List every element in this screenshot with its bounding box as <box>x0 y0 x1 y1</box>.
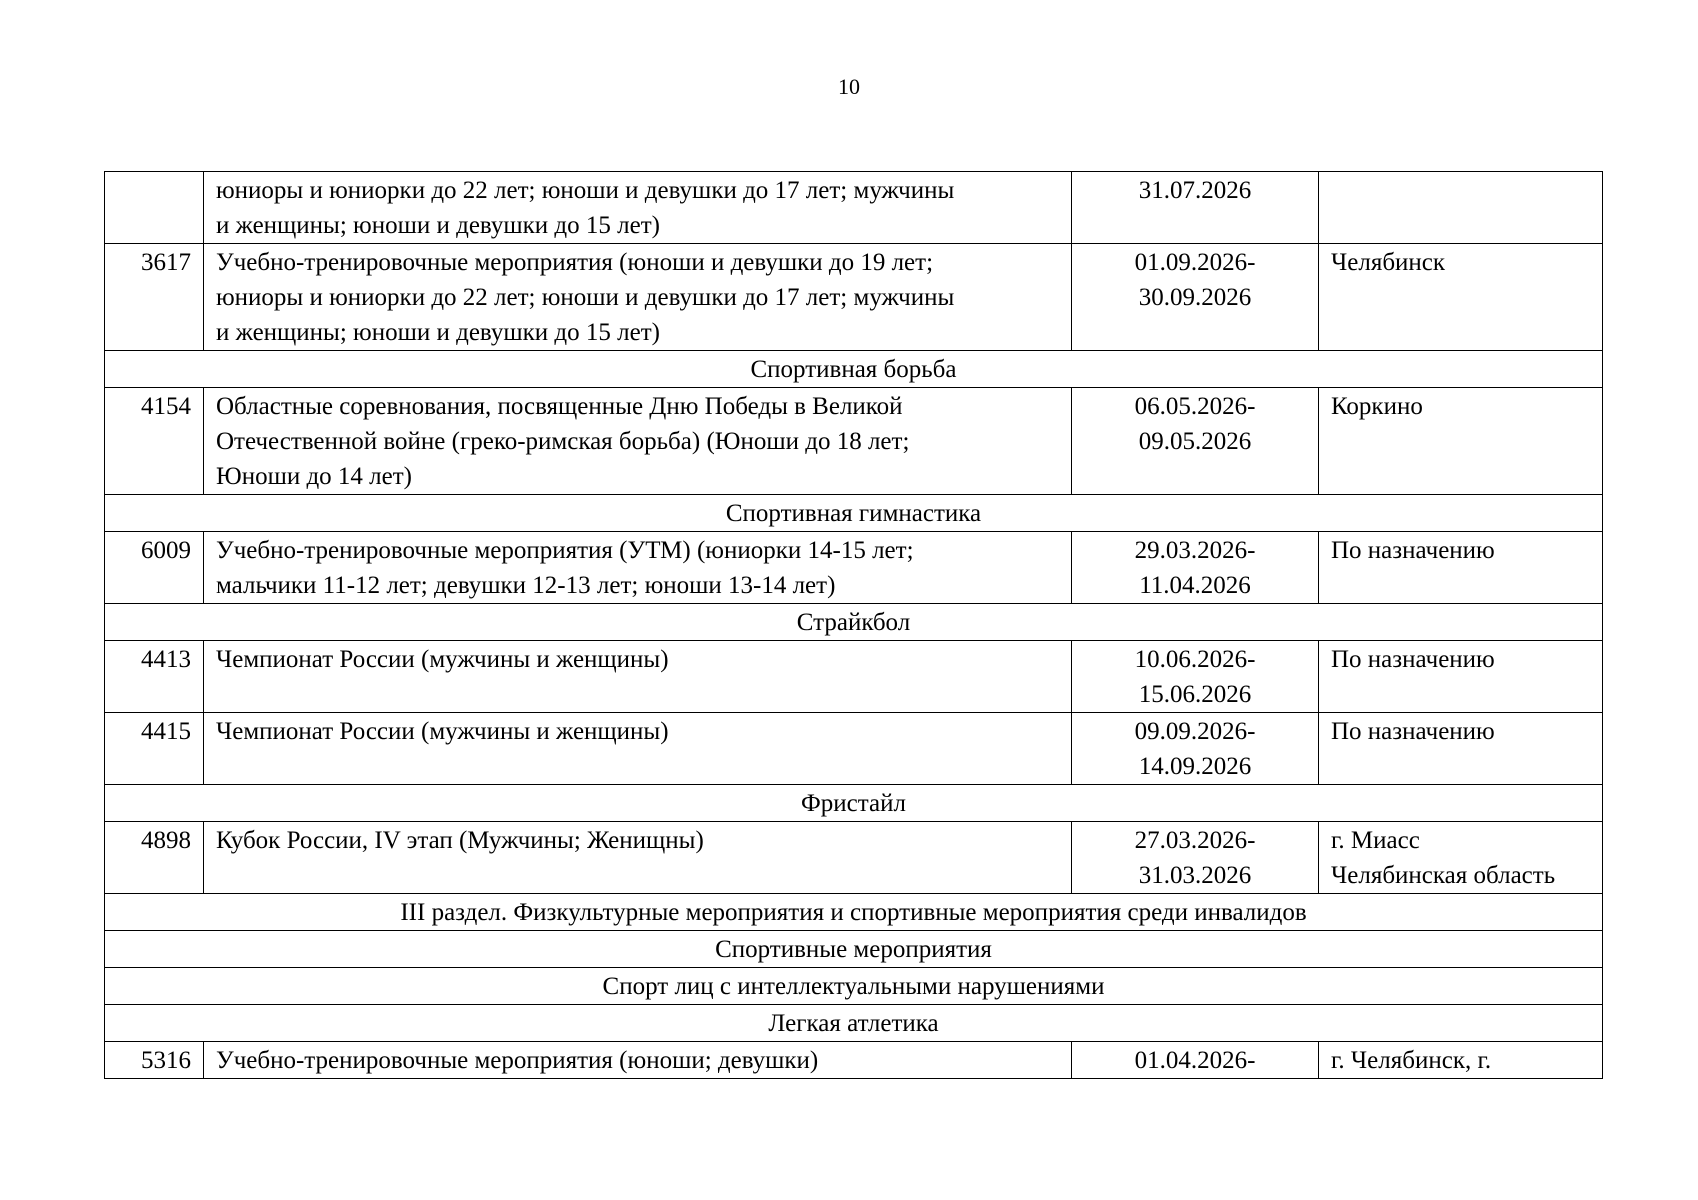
event-name-line: Юноши до 14 лет) <box>216 463 412 490</box>
event-name <box>204 641 1072 713</box>
event-name <box>204 532 1072 604</box>
event-place <box>1319 388 1603 495</box>
event-name-line: и женщины; юноши и девушки до 15 лет) <box>216 319 660 346</box>
event-date-line: 29.03.2026- <box>1134 537 1256 564</box>
event-dates <box>1072 388 1319 495</box>
table-row <box>105 822 1603 894</box>
section-header-row <box>105 495 1603 532</box>
section-title: Легкая атлетика <box>105 1005 1603 1042</box>
event-place-line: По назначению <box>1331 646 1495 673</box>
event-name-line: Чемпионат России (мужчины и женщины) <box>216 718 669 745</box>
event-place-line: г. Миасс <box>1331 827 1420 854</box>
table-row <box>105 172 1603 244</box>
section-header-row <box>105 931 1603 968</box>
event-place-line: Челябинская область <box>1331 862 1556 889</box>
events-table-body <box>105 172 1603 1079</box>
event-date-line: 27.03.2026- <box>1134 827 1256 854</box>
event-number: 4413 <box>105 641 204 713</box>
event-name-line: и женщины; юноши и девушки до 15 лет) <box>216 212 660 239</box>
event-place <box>1319 532 1603 604</box>
event-date-line: 01.04.2026- <box>1134 1047 1256 1074</box>
events-table <box>104 171 1603 1079</box>
event-number <box>105 172 204 244</box>
event-name-line: Отечественной войне (греко-римская борьба) (Юноши до 18 лет; <box>216 428 910 455</box>
event-name-line: Кубок России, IV этап (Мужчины; Женищны) <box>216 827 704 854</box>
event-name-line: мальчики 11-12 лет; девушки 12-13 лет; юноши 13-14 лет) <box>216 572 836 599</box>
section-header-row <box>105 604 1603 641</box>
event-date-line: 31.07.2026 <box>1138 177 1252 204</box>
section-title: Страйкбол <box>105 604 1603 641</box>
table-row <box>105 641 1603 713</box>
section-header-row <box>105 894 1603 931</box>
event-place <box>1319 713 1603 785</box>
event-name <box>204 713 1072 785</box>
event-place <box>1319 1042 1603 1079</box>
section-header-row <box>105 968 1603 1005</box>
event-name-line: юниоры и юниорки до 22 лет; юноши и девушки до 17 лет; мужчины <box>216 177 955 204</box>
event-name-line: Учебно-тренировочные мероприятия (юноши; девушки) <box>216 1047 819 1074</box>
table-row <box>105 388 1603 495</box>
event-dates <box>1072 822 1319 894</box>
event-number: 4154 <box>105 388 204 495</box>
table-row <box>105 532 1603 604</box>
event-name <box>204 822 1072 894</box>
event-number: 4898 <box>105 822 204 894</box>
table-row <box>105 713 1603 785</box>
event-name-line: Учебно-тренировочные мероприятия (юноши и девушки до 19 лет; <box>216 249 934 276</box>
event-date-line: 14.09.2026 <box>1138 753 1252 780</box>
event-date-line: 09.09.2026- <box>1134 718 1256 745</box>
event-place <box>1319 244 1603 351</box>
event-dates <box>1072 1042 1319 1079</box>
event-date-line: 31.03.2026 <box>1138 862 1252 889</box>
event-place-line: Коркино <box>1331 393 1423 420</box>
section-title: Спортивная борьба <box>105 351 1603 388</box>
section-title: III раздел. Физкультурные мероприятия и спортивные мероприятия среди инвалидов <box>105 894 1603 931</box>
page-number: 10 <box>838 74 860 99</box>
event-date-line: 09.05.2026 <box>1138 428 1252 455</box>
event-name <box>204 172 1072 244</box>
event-place-line: Челябинск <box>1331 249 1446 276</box>
event-name <box>204 244 1072 351</box>
table-row <box>105 1042 1603 1079</box>
event-date-line: 30.09.2026 <box>1138 284 1252 311</box>
event-name-line: Областные соревнования, посвященные Дню Победы в Великой <box>216 393 903 420</box>
event-date-line: 06.05.2026- <box>1134 393 1256 420</box>
event-place-line: г. Челябинск, г. <box>1331 1047 1492 1074</box>
event-name-line: Чемпионат России (мужчины и женщины) <box>216 646 669 673</box>
event-date-line: 15.06.2026 <box>1138 681 1252 708</box>
event-name-line: Учебно-тренировочные мероприятия (УТМ) (юниорки 14-15 лет; <box>216 537 914 564</box>
event-place-line: По назначению <box>1331 537 1495 564</box>
event-name <box>204 388 1072 495</box>
section-header-row <box>105 1005 1603 1042</box>
event-name <box>204 1042 1072 1079</box>
event-date-line: 11.04.2026 <box>1139 572 1251 599</box>
event-place <box>1319 172 1603 244</box>
event-date-line: 01.09.2026- <box>1134 249 1256 276</box>
section-header-row <box>105 351 1603 388</box>
event-place <box>1319 641 1603 713</box>
section-title: Фристайл <box>105 785 1603 822</box>
section-title: Спортивные мероприятия <box>105 931 1603 968</box>
table-row <box>105 244 1603 351</box>
event-place <box>1319 822 1603 894</box>
event-number: 6009 <box>105 532 204 604</box>
section-title: Спорт лиц с интеллектуальными нарушениями <box>105 968 1603 1005</box>
event-number: 3617 <box>105 244 204 351</box>
event-dates <box>1072 641 1319 713</box>
event-dates <box>1072 244 1319 351</box>
section-title: Спортивная гимнастика <box>105 495 1603 532</box>
event-number: 5316 <box>105 1042 204 1079</box>
section-header-row <box>105 785 1603 822</box>
event-place-line: По назначению <box>1331 718 1495 745</box>
event-dates <box>1072 713 1319 785</box>
event-name-line: юниоры и юниорки до 22 лет; юноши и девушки до 17 лет; мужчины <box>216 284 955 311</box>
event-dates <box>1072 532 1319 604</box>
event-number: 4415 <box>105 713 204 785</box>
event-date-line: 10.06.2026- <box>1134 646 1256 673</box>
event-dates <box>1072 172 1319 244</box>
